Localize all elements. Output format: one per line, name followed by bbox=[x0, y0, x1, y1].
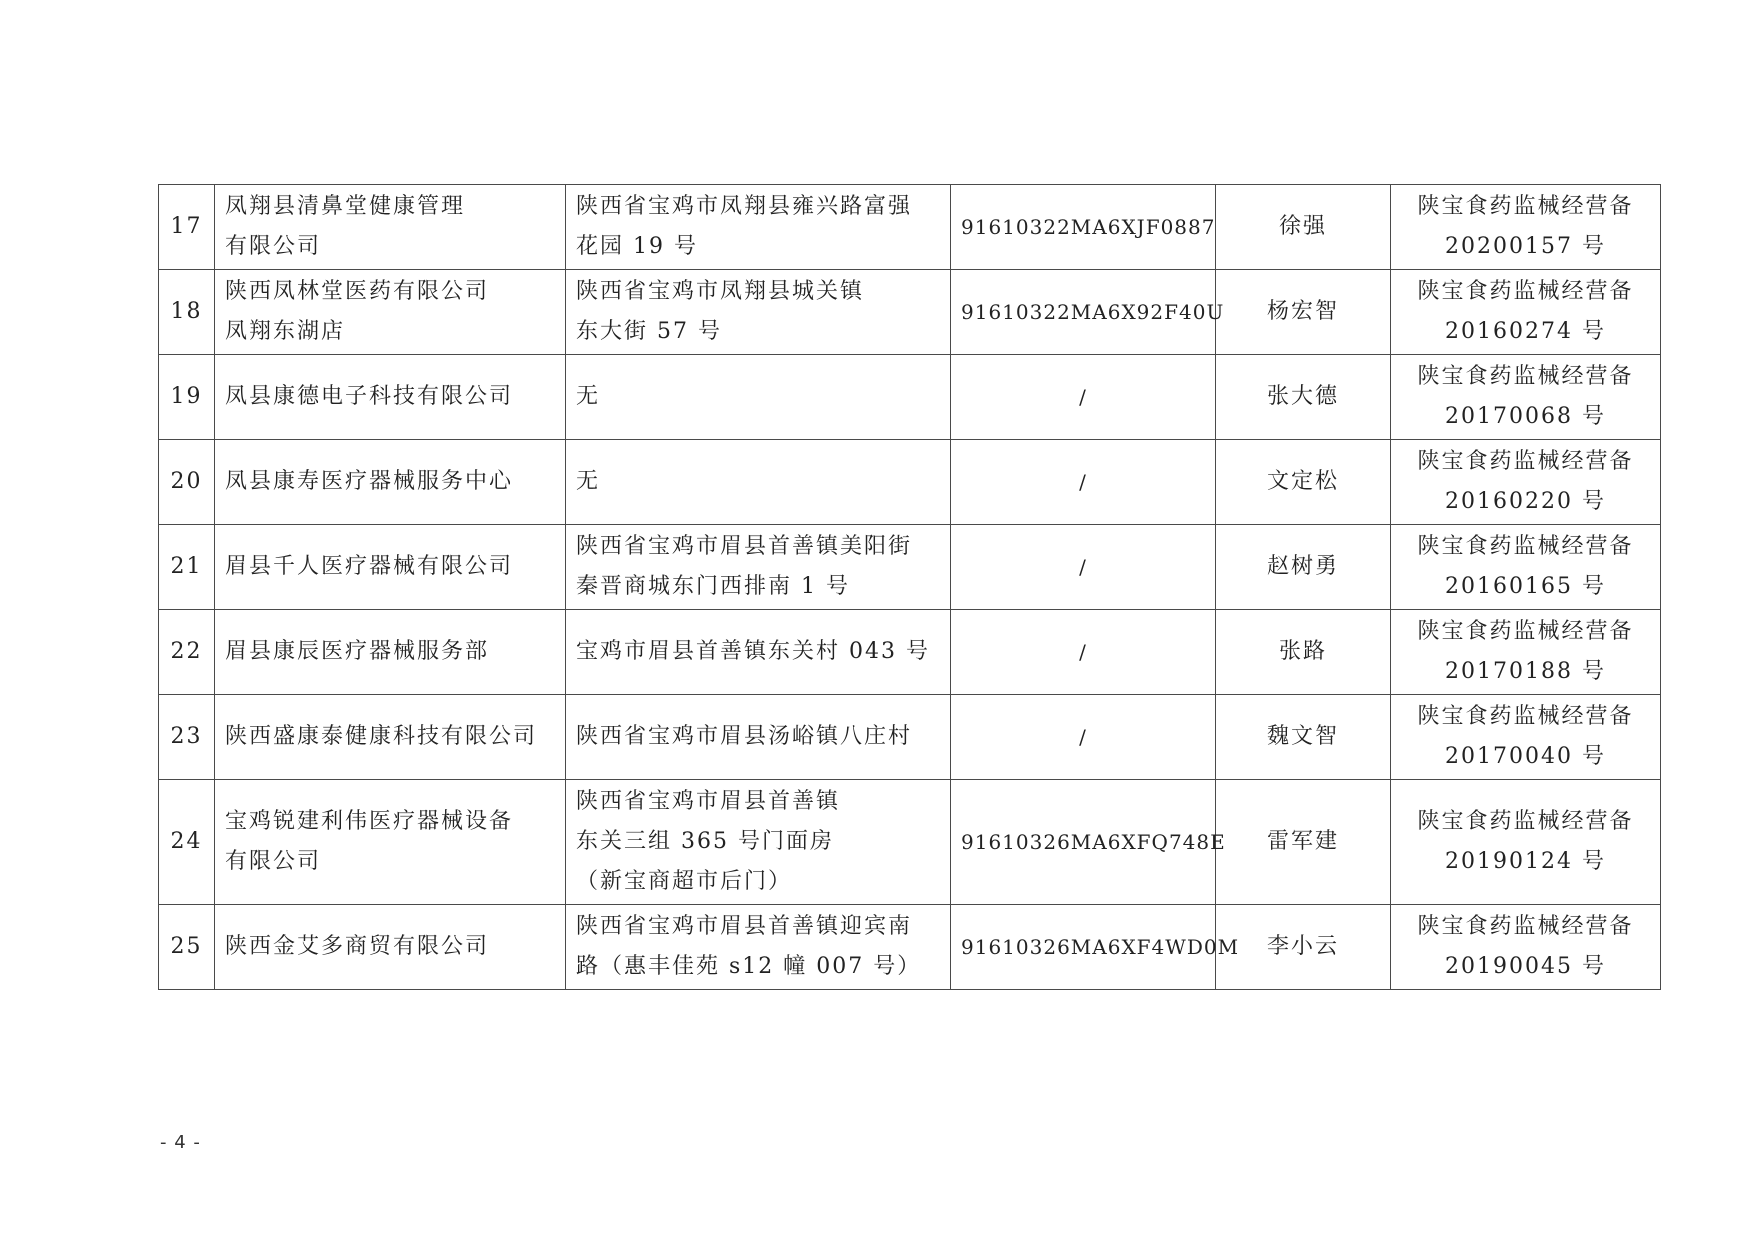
company-name-cell bbox=[215, 355, 566, 440]
company-name-cell-line: 凤县康德电子科技有限公司 bbox=[225, 384, 514, 409]
table-row bbox=[159, 440, 1661, 525]
filing-number-cell bbox=[1391, 905, 1661, 990]
table-row bbox=[159, 185, 1661, 270]
filing-number-cell-line: 陕宝食药监械经营备 bbox=[1417, 449, 1634, 474]
row-number-cell: 23 bbox=[159, 695, 215, 780]
row-number-cell: 17 bbox=[159, 185, 215, 270]
table-row bbox=[159, 905, 1661, 990]
company-name-cell-line: 凤翔东湖店 bbox=[225, 319, 346, 344]
legal-person-cell: 杨宏智 bbox=[1216, 270, 1391, 355]
address-cell-line: 陕西省宝鸡市眉县首善镇美阳街 bbox=[576, 534, 913, 559]
table-row bbox=[159, 355, 1661, 440]
filing-number-cell-line: 20200157 号 bbox=[1445, 234, 1606, 259]
row-number-cell: 19 bbox=[159, 355, 215, 440]
filing-number-cell-line: 陕宝食药监械经营备 bbox=[1417, 704, 1634, 729]
credit-code-cell: 91610326MA6XF4WD0M bbox=[951, 905, 1216, 990]
address-cell bbox=[566, 440, 951, 525]
records-table-body bbox=[159, 185, 1661, 990]
row-number-cell: 25 bbox=[159, 905, 215, 990]
table-row bbox=[159, 525, 1661, 610]
row-number-cell: 20 bbox=[159, 440, 215, 525]
company-name-cell-line: 凤翔县清鼻堂健康管理 bbox=[225, 194, 466, 219]
address-cell-line: 陕西省宝鸡市凤翔县雍兴路富强 bbox=[576, 194, 913, 219]
filing-number-cell bbox=[1391, 440, 1661, 525]
company-name-cell bbox=[215, 695, 566, 780]
credit-code-cell: 91610326MA6XFQ748E bbox=[951, 780, 1216, 905]
credit-code-cell: 91610322MA6X92F40U bbox=[951, 270, 1216, 355]
company-name-cell bbox=[215, 610, 566, 695]
legal-person-cell: 雷军建 bbox=[1216, 780, 1391, 905]
table-row bbox=[159, 780, 1661, 905]
address-cell-line: 宝鸡市眉县首善镇东关村 043 号 bbox=[576, 639, 930, 664]
row-number-cell: 21 bbox=[159, 525, 215, 610]
company-name-cell-line: 凤县康寿医疗器械服务中心 bbox=[225, 469, 514, 494]
filing-number-cell bbox=[1391, 355, 1661, 440]
filing-number-cell-line: 陕宝食药监械经营备 bbox=[1417, 534, 1634, 559]
credit-code-cell: / bbox=[951, 355, 1216, 440]
company-name-cell-line: 宝鸡锐建利伟医疗器械设备 bbox=[225, 809, 514, 834]
legal-person-cell: 张路 bbox=[1216, 610, 1391, 695]
legal-person-cell: 魏文智 bbox=[1216, 695, 1391, 780]
legal-person-cell: 张大德 bbox=[1216, 355, 1391, 440]
credit-code-cell: / bbox=[951, 695, 1216, 780]
records-table bbox=[158, 184, 1661, 990]
filing-number-cell-line: 20170188 号 bbox=[1445, 659, 1606, 684]
row-number-cell: 22 bbox=[159, 610, 215, 695]
company-name-cell bbox=[215, 270, 566, 355]
legal-person-cell: 赵树勇 bbox=[1216, 525, 1391, 610]
table-row bbox=[159, 695, 1661, 780]
address-cell-line: 花园 19 号 bbox=[576, 234, 698, 259]
address-cell-line: 陕西省宝鸡市眉县首善镇迎宾南 bbox=[576, 914, 913, 939]
filing-number-cell-line: 陕宝食药监械经营备 bbox=[1417, 809, 1634, 834]
filing-number-cell-line: 陕宝食药监械经营备 bbox=[1417, 279, 1634, 304]
filing-number-cell bbox=[1391, 610, 1661, 695]
company-name-cell-line: 有限公司 bbox=[225, 849, 322, 874]
filing-number-cell bbox=[1391, 270, 1661, 355]
company-name-cell-line: 陕西凤林堂医药有限公司 bbox=[225, 279, 490, 304]
company-name-cell-line: 陕西盛康泰健康科技有限公司 bbox=[225, 724, 538, 749]
address-cell bbox=[566, 270, 951, 355]
filing-number-cell bbox=[1391, 695, 1661, 780]
address-cell-line: 秦晋商城东门西排南 1 号 bbox=[576, 574, 850, 599]
company-name-cell-line: 眉县千人医疗器械有限公司 bbox=[225, 554, 514, 579]
filing-number-cell bbox=[1391, 525, 1661, 610]
filing-number-cell-line: 20170068 号 bbox=[1445, 404, 1606, 429]
filing-number-cell-line: 陕宝食药监械经营备 bbox=[1417, 914, 1634, 939]
address-cell-line: 陕西省宝鸡市眉县汤峪镇八庄村 bbox=[576, 724, 913, 749]
page-number: - 4 - bbox=[160, 1132, 201, 1153]
filing-number-cell-line: 20160165 号 bbox=[1445, 574, 1606, 599]
address-cell-line: （新宝商超市后门） bbox=[576, 869, 793, 894]
credit-code-cell: / bbox=[951, 440, 1216, 525]
filing-number-cell-line: 20170040 号 bbox=[1445, 744, 1606, 769]
address-cell-line: 陕西省宝鸡市眉县首善镇 bbox=[576, 789, 841, 814]
filing-number-cell-line: 陕宝食药监械经营备 bbox=[1417, 364, 1634, 389]
legal-person-cell: 李小云 bbox=[1216, 905, 1391, 990]
filing-number-cell-line: 20160274 号 bbox=[1445, 319, 1606, 344]
filing-number-cell-line: 20190124 号 bbox=[1445, 849, 1606, 874]
legal-person-cell: 徐强 bbox=[1216, 185, 1391, 270]
row-number-cell: 18 bbox=[159, 270, 215, 355]
filing-number-cell bbox=[1391, 780, 1661, 905]
company-name-cell bbox=[215, 905, 566, 990]
address-cell bbox=[566, 355, 951, 440]
row-number-cell: 24 bbox=[159, 780, 215, 905]
company-name-cell bbox=[215, 525, 566, 610]
table-row bbox=[159, 270, 1661, 355]
credit-code-cell: 91610322MA6XJF0887 bbox=[951, 185, 1216, 270]
credit-code-cell: / bbox=[951, 525, 1216, 610]
address-cell bbox=[566, 185, 951, 270]
filing-number-cell-line: 陕宝食药监械经营备 bbox=[1417, 619, 1634, 644]
company-name-cell-line: 眉县康辰医疗器械服务部 bbox=[225, 639, 490, 664]
address-cell bbox=[566, 780, 951, 905]
address-cell bbox=[566, 905, 951, 990]
address-cell-line: 无 bbox=[576, 469, 601, 494]
legal-person-cell: 文定松 bbox=[1216, 440, 1391, 525]
company-name-cell-line: 陕西金艾多商贸有限公司 bbox=[225, 934, 490, 959]
filing-number-cell-line: 陕宝食药监械经营备 bbox=[1417, 194, 1634, 219]
address-cell bbox=[566, 610, 951, 695]
company-name-cell-line: 有限公司 bbox=[225, 234, 322, 259]
address-cell bbox=[566, 525, 951, 610]
address-cell-line: 陕西省宝鸡市凤翔县城关镇 bbox=[576, 279, 865, 304]
address-cell-line: 东关三组 365 号门面房 bbox=[576, 829, 834, 854]
address-cell bbox=[566, 695, 951, 780]
company-name-cell bbox=[215, 440, 566, 525]
address-cell-line: 路（惠丰佳苑 s12 幢 007 号） bbox=[576, 954, 922, 979]
filing-number-cell-line: 20160220 号 bbox=[1445, 489, 1606, 514]
filing-number-cell-line: 20190045 号 bbox=[1445, 954, 1606, 979]
filing-number-cell bbox=[1391, 185, 1661, 270]
company-name-cell bbox=[215, 185, 566, 270]
address-cell-line: 东大街 57 号 bbox=[576, 319, 722, 344]
address-cell-line: 无 bbox=[576, 384, 601, 409]
company-name-cell bbox=[215, 780, 566, 905]
table-row bbox=[159, 610, 1661, 695]
credit-code-cell: / bbox=[951, 610, 1216, 695]
